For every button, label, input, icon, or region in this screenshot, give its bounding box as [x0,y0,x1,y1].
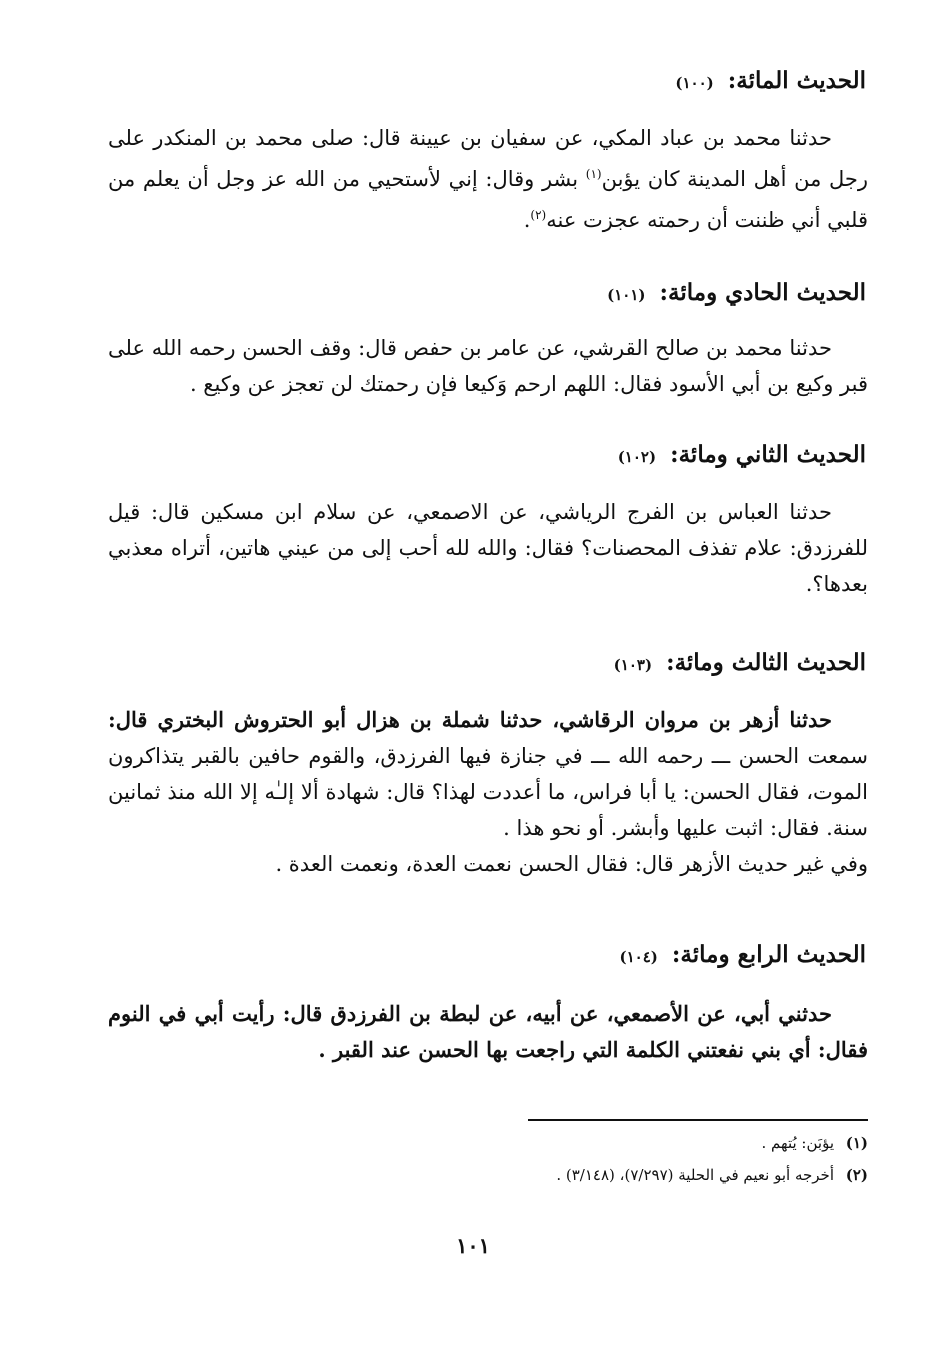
hadith-heading [614,648,866,680]
heading-title: الحديث المائة: [727,67,866,94]
heading-number: (١٠٢) [617,448,657,466]
hadith-text [108,996,868,1068]
footnote [556,1164,868,1186]
hadith-heading [607,278,866,310]
hadith-heading [618,440,866,472]
hadith-text [108,494,868,602]
heading-number: (١٠١) [607,286,646,304]
hadith-text-part: حدثنا العباس بن الفرج الرياشي، عن الاصمعي، عن سلام ابن مسكين قال: قيل للفرزدق: علام تفذف المحصنات؟ فقال: والله لله أحب إلى من عيني هاتين، أتراه معذبي بعدها؟. [108,500,868,596]
footnote-divider [528,1119,868,1121]
footnote-number: (٢) [845,1166,868,1184]
hadith-text [108,330,868,402]
footnote-number: (١) [845,1134,868,1152]
hadith-text-part: سمعت الحسن ـــ رحمه الله ـــ في جنازة فيها الفرزدق، والقوم حافين بالقبر يتذاكرون الموت، فقال الحسن: يا أبا فراس، ما أعددت لهذا؟ قال: شهادة ألا إلـٰه إلا الله منذ ثمانين سنة. فقال: اثبت عليها وأبشر. أو نحو هذا . [108,744,868,840]
footnote [762,1132,868,1154]
heading-number: (١٠٠) [675,74,714,92]
hadith-text [108,702,868,882]
hadith-text-part: حدثنا محمد بن عباد المكي، عن سفيان بن عيينة قال: صلى محمد بن المنكدر على رجل من أهل المدينة كان يؤبن [108,126,868,191]
footnote-text: أخرجه أبو نعيم في الحلية (٧/٢٩٧)، (٣/١٤٨) . [556,1166,834,1184]
hadith-text-part: . [523,208,531,232]
footnote-ref: (٢) [530,208,547,222]
heading-number: (١٠٤) [619,948,658,966]
page-number: ١٠١ [456,1233,490,1258]
heading-title: الحديث الثاني ومائة: [670,441,866,468]
footnote-text: يؤبَن: يُتهم . [761,1134,834,1152]
hadith-text [108,120,868,238]
isnad-text: حدثنا أزهر بن مروان الرقاشي، حدثنا شملة بن هزال أبو الحتروش البختري قال: [108,707,832,732]
heading-number: (١٠٣) [613,656,653,674]
heading-title: الحديث الحادي ومائة: [659,279,866,306]
hadith-extra-text: وفي غير حديث الأزهر قال: فقال الحسن نعمت العدة، ونعمت العدة . [275,852,868,876]
heading-title: الحديث الرابع ومائة: [671,941,866,968]
heading-title: الحديث الثالث ومائة: [666,649,866,676]
hadith-text-part: حدثنا محمد بن صالح القرشي، عن عامر بن حفص قال: وقف الحسن رحمه الله على قبر وكيع بن أبي الأسود فقال: اللهم ارحم وَكيعا فإن رحمتك لن تعجز عن وكيع . [108,336,868,396]
hadith-heading [675,66,866,98]
hadith-heading [619,940,866,972]
footnote-ref: (١) [585,167,602,181]
hadith-text-part: حدثني أبي، عن الأصمعي، عن أبيه، عن لبطة بن الفرزدق قال: رأيت أبي في النوم فقال: أي بني نفعتني الكلمة التي راجعت بها الحسن عند القبر . [108,1001,868,1062]
hadith-text-part: بشر وقال: إني لأستحيي من الله عز وجل أن يعلم من قلبي أني ظننت أن رحمته عجزت عنه [108,167,868,232]
